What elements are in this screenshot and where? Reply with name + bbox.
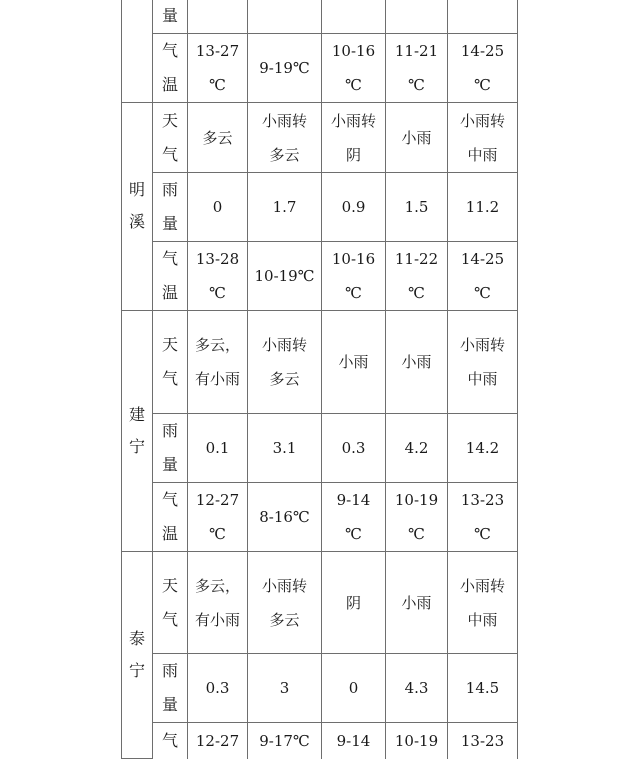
value-cell: 0 — [188, 173, 248, 242]
value-cell — [248, 0, 322, 34]
value-cell: 12-27 — [188, 723, 248, 759]
value-cell: 0.9 — [322, 173, 386, 242]
metric-cell: 量 — [153, 0, 188, 34]
value-cell: 小雨 — [386, 103, 448, 173]
table-row — [122, 34, 518, 103]
metric-cell: 天气 — [153, 311, 188, 414]
table-row — [122, 173, 518, 242]
table-row — [122, 723, 518, 759]
value-cell: 13-27 ℃ — [188, 34, 248, 103]
value-cell: 10-19 — [386, 723, 448, 759]
value-cell: 14-25 ℃ — [448, 34, 518, 103]
metric-cell: 天气 — [153, 552, 188, 654]
metric-cell: 气温 — [153, 242, 188, 311]
value-cell: 9-17℃ — [248, 723, 322, 759]
value-cell: 3 — [248, 654, 322, 723]
value-cell: 8-16℃ — [248, 483, 322, 552]
value-cell: 小雨转多云 — [248, 103, 322, 173]
metric-cell: 气温 — [153, 483, 188, 552]
value-cell: 12-27 ℃ — [188, 483, 248, 552]
value-cell: 1.7 — [248, 173, 322, 242]
value-cell: 0.3 — [322, 414, 386, 483]
value-cell: 9-19℃ — [248, 34, 322, 103]
value-cell — [448, 0, 518, 34]
value-cell: 0.1 — [188, 414, 248, 483]
value-cell: 小雨转阴 — [322, 103, 386, 173]
metric-cell: 天气 — [153, 103, 188, 173]
value-cell: 9-14 — [322, 723, 386, 759]
value-cell: 多云 — [188, 103, 248, 173]
metric-cell: 雨量 — [153, 414, 188, 483]
value-cell: 多云，有小雨 — [188, 552, 248, 654]
value-cell: 阴 — [322, 552, 386, 654]
metric-cell: 雨量 — [153, 654, 188, 723]
value-cell: 10-19 ℃ — [386, 483, 448, 552]
value-cell: 3.1 — [248, 414, 322, 483]
value-cell: 小雨转中雨 — [448, 311, 518, 414]
value-cell — [188, 0, 248, 34]
value-cell: 小雨 — [386, 552, 448, 654]
value-cell: 小雨转多云 — [248, 552, 322, 654]
metric-cell: 气 — [153, 723, 188, 759]
value-cell: 10-19℃ — [248, 242, 322, 311]
region-cell: 明溪 — [122, 103, 153, 311]
value-cell: 14.5 — [448, 654, 518, 723]
value-cell: 0.3 — [188, 654, 248, 723]
table-row — [122, 552, 518, 654]
value-cell — [322, 0, 386, 34]
value-cell: 11.2 — [448, 173, 518, 242]
value-cell: 13-23 — [448, 723, 518, 759]
value-cell: 4.2 — [386, 414, 448, 483]
value-cell: 11-21 ℃ — [386, 34, 448, 103]
region-cell: 泰宁 — [122, 552, 153, 759]
table-row — [122, 483, 518, 552]
value-cell: 10-16 ℃ — [322, 242, 386, 311]
table-row — [122, 654, 518, 723]
table-row — [122, 414, 518, 483]
value-cell: 小雨转多云 — [248, 311, 322, 414]
weather-forecast-table — [121, 0, 518, 759]
value-cell: 1.5 — [386, 173, 448, 242]
value-cell: 小雨转中雨 — [448, 552, 518, 654]
region-cell — [122, 0, 153, 103]
value-cell: 10-16 ℃ — [322, 34, 386, 103]
table-row — [122, 242, 518, 311]
value-cell: 9-14 ℃ — [322, 483, 386, 552]
value-cell — [386, 0, 448, 34]
value-cell: 4.3 — [386, 654, 448, 723]
value-cell: 13-23 ℃ — [448, 483, 518, 552]
value-cell: 14-25 ℃ — [448, 242, 518, 311]
value-cell: 小雨 — [386, 311, 448, 414]
region-cell: 建宁 — [122, 311, 153, 552]
value-cell: 11-22 ℃ — [386, 242, 448, 311]
value-cell: 小雨转中雨 — [448, 103, 518, 173]
table-row — [122, 103, 518, 173]
value-cell: 14.2 — [448, 414, 518, 483]
value-cell: 13-28 ℃ — [188, 242, 248, 311]
value-cell: 小雨 — [322, 311, 386, 414]
metric-cell: 气温 — [153, 34, 188, 103]
value-cell: 0 — [322, 654, 386, 723]
table-row — [122, 0, 518, 34]
value-cell: 多云，有小雨 — [188, 311, 248, 414]
table-row — [122, 311, 518, 414]
metric-cell: 雨量 — [153, 173, 188, 242]
